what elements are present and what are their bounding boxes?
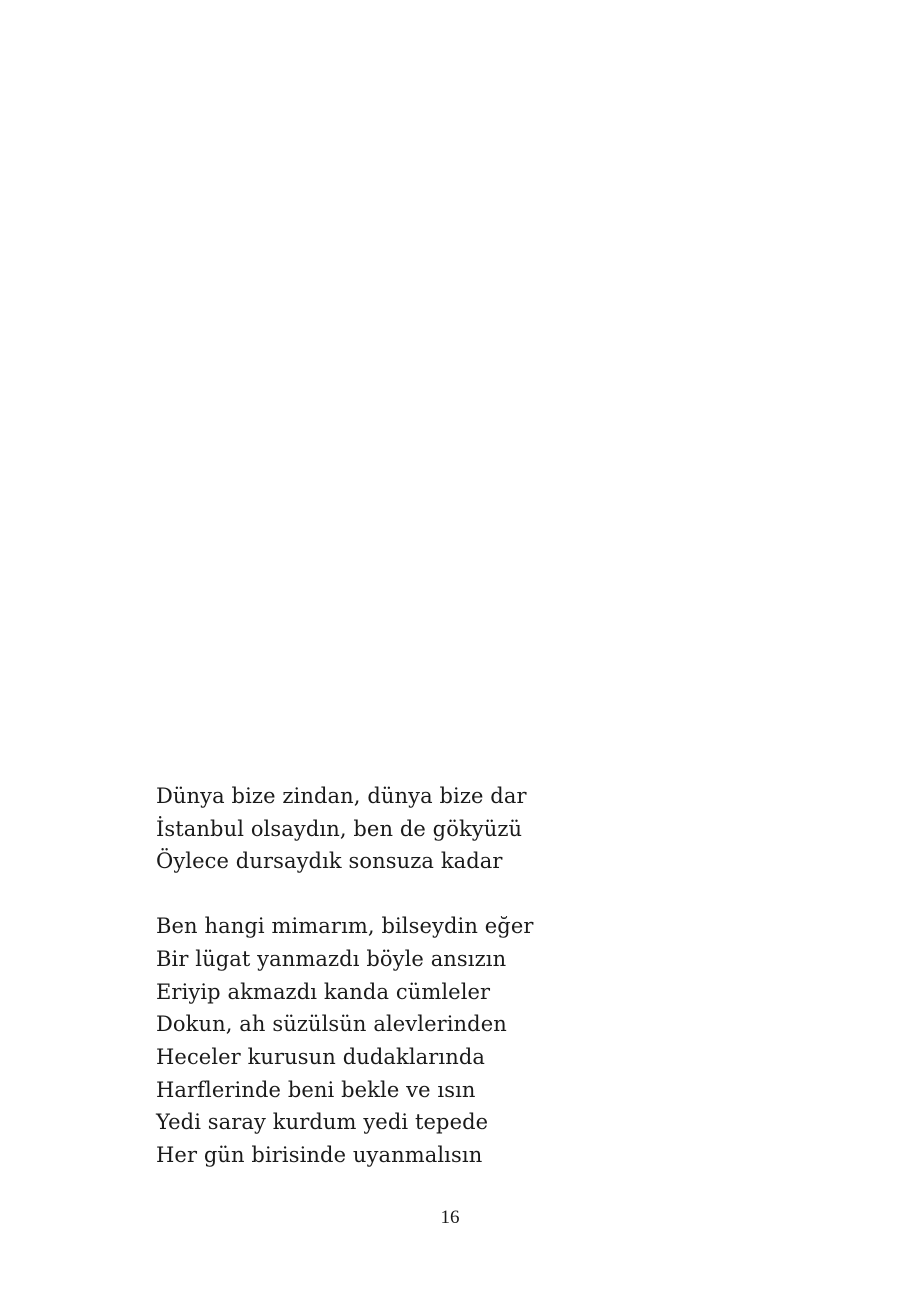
poem-line: Öylece dursaydık sonsuza kadar <box>156 849 503 874</box>
stanza-2 <box>156 910 756 1172</box>
poem-line: Eriyip akmazdı kanda cümleler <box>156 979 491 1004</box>
poem-line: Bir lügat yanmazdı böyle ansızın <box>156 946 507 971</box>
poem-line: Ben hangi mimarım, bilseydin eğer <box>156 914 534 939</box>
poem-line: Dünya bize zindan, dünya bize dar <box>156 784 527 808</box>
poem-line: Dokun, ah süzülsün alevlerinden <box>156 1012 507 1037</box>
poem-line: Heceler kurusun dudaklarında <box>156 1044 486 1069</box>
page-number: 16 <box>440 1207 460 1228</box>
poem-line: Her gün birisinde uyanmalısın <box>156 1143 483 1168</box>
stanza-1 <box>156 780 756 878</box>
poem-line: Harflerinde beni bekle ve ısın <box>156 1077 476 1102</box>
poem <box>156 780 756 1172</box>
poem-line: İstanbul olsaydın, ben de gökyüzü <box>156 816 523 841</box>
poem-line: Yedi saray kurdum yedi tepede <box>156 1110 489 1135</box>
